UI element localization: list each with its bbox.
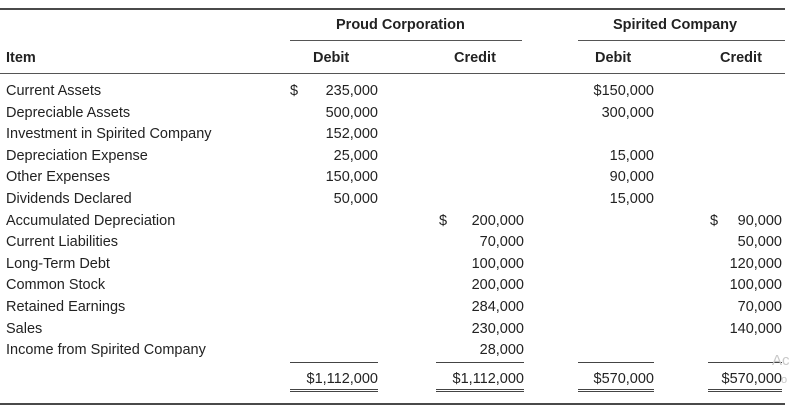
cell-proud-credit: 230,000	[471, 320, 524, 337]
row-label: Retained Earnings	[6, 299, 126, 315]
spirited-credit-sum-line	[708, 362, 782, 363]
row-label: Depreciable Assets	[6, 104, 131, 121]
cell-proud-credit: 70,000	[479, 234, 524, 251]
row-label: Current Liabilities	[6, 234, 119, 251]
cell-proud-debit: 152,000	[325, 126, 378, 143]
table-top-rule	[0, 8, 785, 10]
header-proud-credit: Credit	[454, 50, 496, 66]
cell-proud-credit: 100,000	[471, 255, 524, 272]
header-spirited-company: Spirited Company	[613, 17, 738, 33]
watermark-text: Ac	[772, 352, 790, 369]
cell-proud-credit: 284,000	[471, 299, 524, 315]
total-proud-credit: $1,112,000	[452, 371, 524, 387]
proud-credit-double-rule-1	[436, 389, 524, 390]
header-spirited-credit: Credit	[720, 50, 762, 66]
proud-debit-double-rule-1	[290, 389, 378, 390]
header-spirited-debit: Debit	[595, 50, 632, 66]
row-label: Other Expenses	[6, 169, 110, 186]
row-label: Long-Term Debt	[6, 255, 110, 272]
cell-spirited-credit: 70,000	[737, 299, 782, 315]
cell-spirited-debit: 15,000	[609, 147, 654, 164]
cell-proud-debit: 500,000	[325, 104, 378, 121]
cell-spirited-debit: 15,000	[609, 191, 654, 207]
proud-debit-sum-line	[290, 362, 378, 363]
row-label: Sales	[6, 320, 43, 337]
spirited-credit-double-rule-2	[708, 391, 782, 392]
total-proud-debit: $1,112,000	[306, 371, 378, 387]
cell-spirited-credit: 100,000	[729, 277, 782, 294]
currency-symbol: $	[290, 83, 299, 99]
proud-credit-double-rule-2	[436, 391, 524, 392]
watermark-text-2: o	[781, 374, 788, 386]
cell-proud-debit: 25,000	[333, 147, 378, 164]
cell-proud-debit: 50,000	[333, 191, 378, 207]
spirited-group-underline	[578, 40, 785, 41]
row-label: Dividends Declared	[6, 191, 132, 207]
row-label: Income from Spirited Company	[6, 342, 206, 359]
cell-spirited-debit: 300,000	[601, 104, 654, 121]
row-label: Common Stock	[6, 277, 106, 294]
cell-proud-credit: 28,000	[479, 342, 524, 359]
row-label: Depreciation Expense	[6, 147, 148, 164]
header-proud-corporation: Proud Corporation	[336, 17, 465, 33]
cell-spirited-credit: 120,000	[729, 255, 782, 272]
row-label: Investment in Spirited Company	[6, 126, 212, 143]
proud-debit-double-rule-2	[290, 391, 378, 392]
proud-credit-sum-line	[436, 362, 524, 363]
cell-spirited-debit: $150,000	[593, 83, 654, 99]
proud-group-underline	[290, 40, 522, 41]
header-proud-debit: Debit	[313, 50, 350, 66]
spirited-credit-double-rule-1	[708, 389, 782, 390]
cell-spirited-credit: 90,000	[737, 212, 782, 229]
cell-proud-credit: 200,000	[471, 277, 524, 294]
currency-symbol: $	[439, 212, 448, 229]
cell-spirited-credit: 50,000	[737, 234, 782, 251]
row-label: Accumulated Depreciation	[6, 212, 176, 229]
spirited-debit-double-rule-2	[578, 391, 654, 392]
spirited-debit-double-rule-1	[578, 389, 654, 390]
cell-spirited-debit: 90,000	[609, 169, 654, 186]
cell-proud-debit: 235,000	[325, 83, 378, 99]
header-item: Item	[6, 50, 36, 66]
total-spirited-debit: $570,000	[593, 371, 654, 387]
header-rule	[0, 73, 785, 74]
spirited-debit-sum-line	[578, 362, 654, 363]
cell-spirited-credit: 140,000	[729, 320, 782, 337]
row-label: Current Assets	[6, 83, 102, 99]
table-bottom-rule	[0, 403, 785, 405]
currency-symbol: $	[710, 212, 719, 229]
total-spirited-credit: $570,000	[721, 371, 782, 387]
cell-proud-debit: 150,000	[325, 169, 378, 186]
cell-proud-credit: 200,000	[471, 212, 524, 229]
